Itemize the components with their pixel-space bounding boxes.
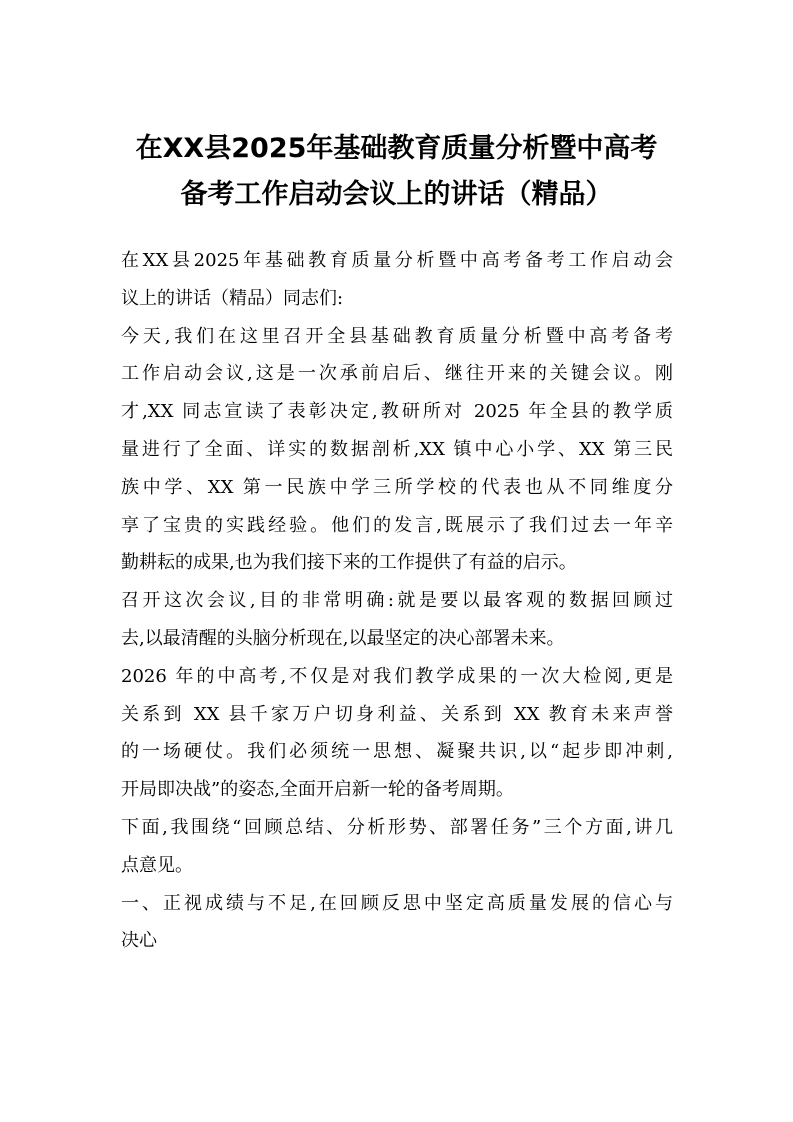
document-body [121,242,673,960]
body-line: 议上的讲话（精品）同志们: [121,287,344,309]
body-line: 开局即决战”的姿态,全面开启新一轮的备考周期。 [121,779,514,801]
body-line: 量进行了全面、详实的数据剖析,XX 镇中心小学、XX 第三民 [121,438,673,460]
body-line: 享了宝贵的实践经验。他们的发言,既展示了我们过去一年辛 [121,514,673,536]
body-line: 族中学、XX 第一民族中学三所学校的代表也从不同维度分 [121,476,673,498]
body-line: 勤耕耘的成果,也为我们接下来的工作提供了有益的启示。 [121,552,577,574]
body-line: 才,XX 同志宣读了表彰决定,教研所对 2025 年全县的教学质 [121,401,673,423]
body-line: 2026 年的中高考,不仅是对我们教学成果的一次大检阅,更是 [121,665,673,687]
body-line: 一、正视成绩与不足,在回顾反思中坚定高质量发展的信心与 [121,892,673,914]
body-line: 关系到 XX 县千家万户切身利益、关系到 XX 教育未来声誉 [121,703,673,725]
body-line: 下面,我围绕“回顾总结、分析形势、部署任务”三个方面,讲几 [121,816,673,838]
body-line: 去,以最清醒的头脑分析现在,以最坚定的决心部署未来。 [121,627,565,649]
body-line: 今天,我们在这里召开全县基础教育质量分析暨中高考备考 [121,325,673,347]
body-line: 的一场硬仗。我们必须统一思想、凝聚共识,以“起步即冲刺, [121,741,673,763]
body-line: 工作启动会议,这是一次承前启后、继往开来的关键会议。刚 [121,363,673,385]
body-line: 召开这次会议,目的非常明确:就是要以最客观的数据回顾过 [121,590,673,612]
document-title [100,126,693,218]
body-line: 在XX县2025年基础教育质量分析暨中高考备考工作启动会 [121,250,673,271]
title-line-2: 备考工作启动会议上的讲话（精品） [180,179,613,210]
body-line: 决心 [121,930,157,952]
title-line-1: 在XX县2025年基础教育质量分析暨中高考 [135,133,658,164]
body-line: 点意见。 [121,854,193,876]
